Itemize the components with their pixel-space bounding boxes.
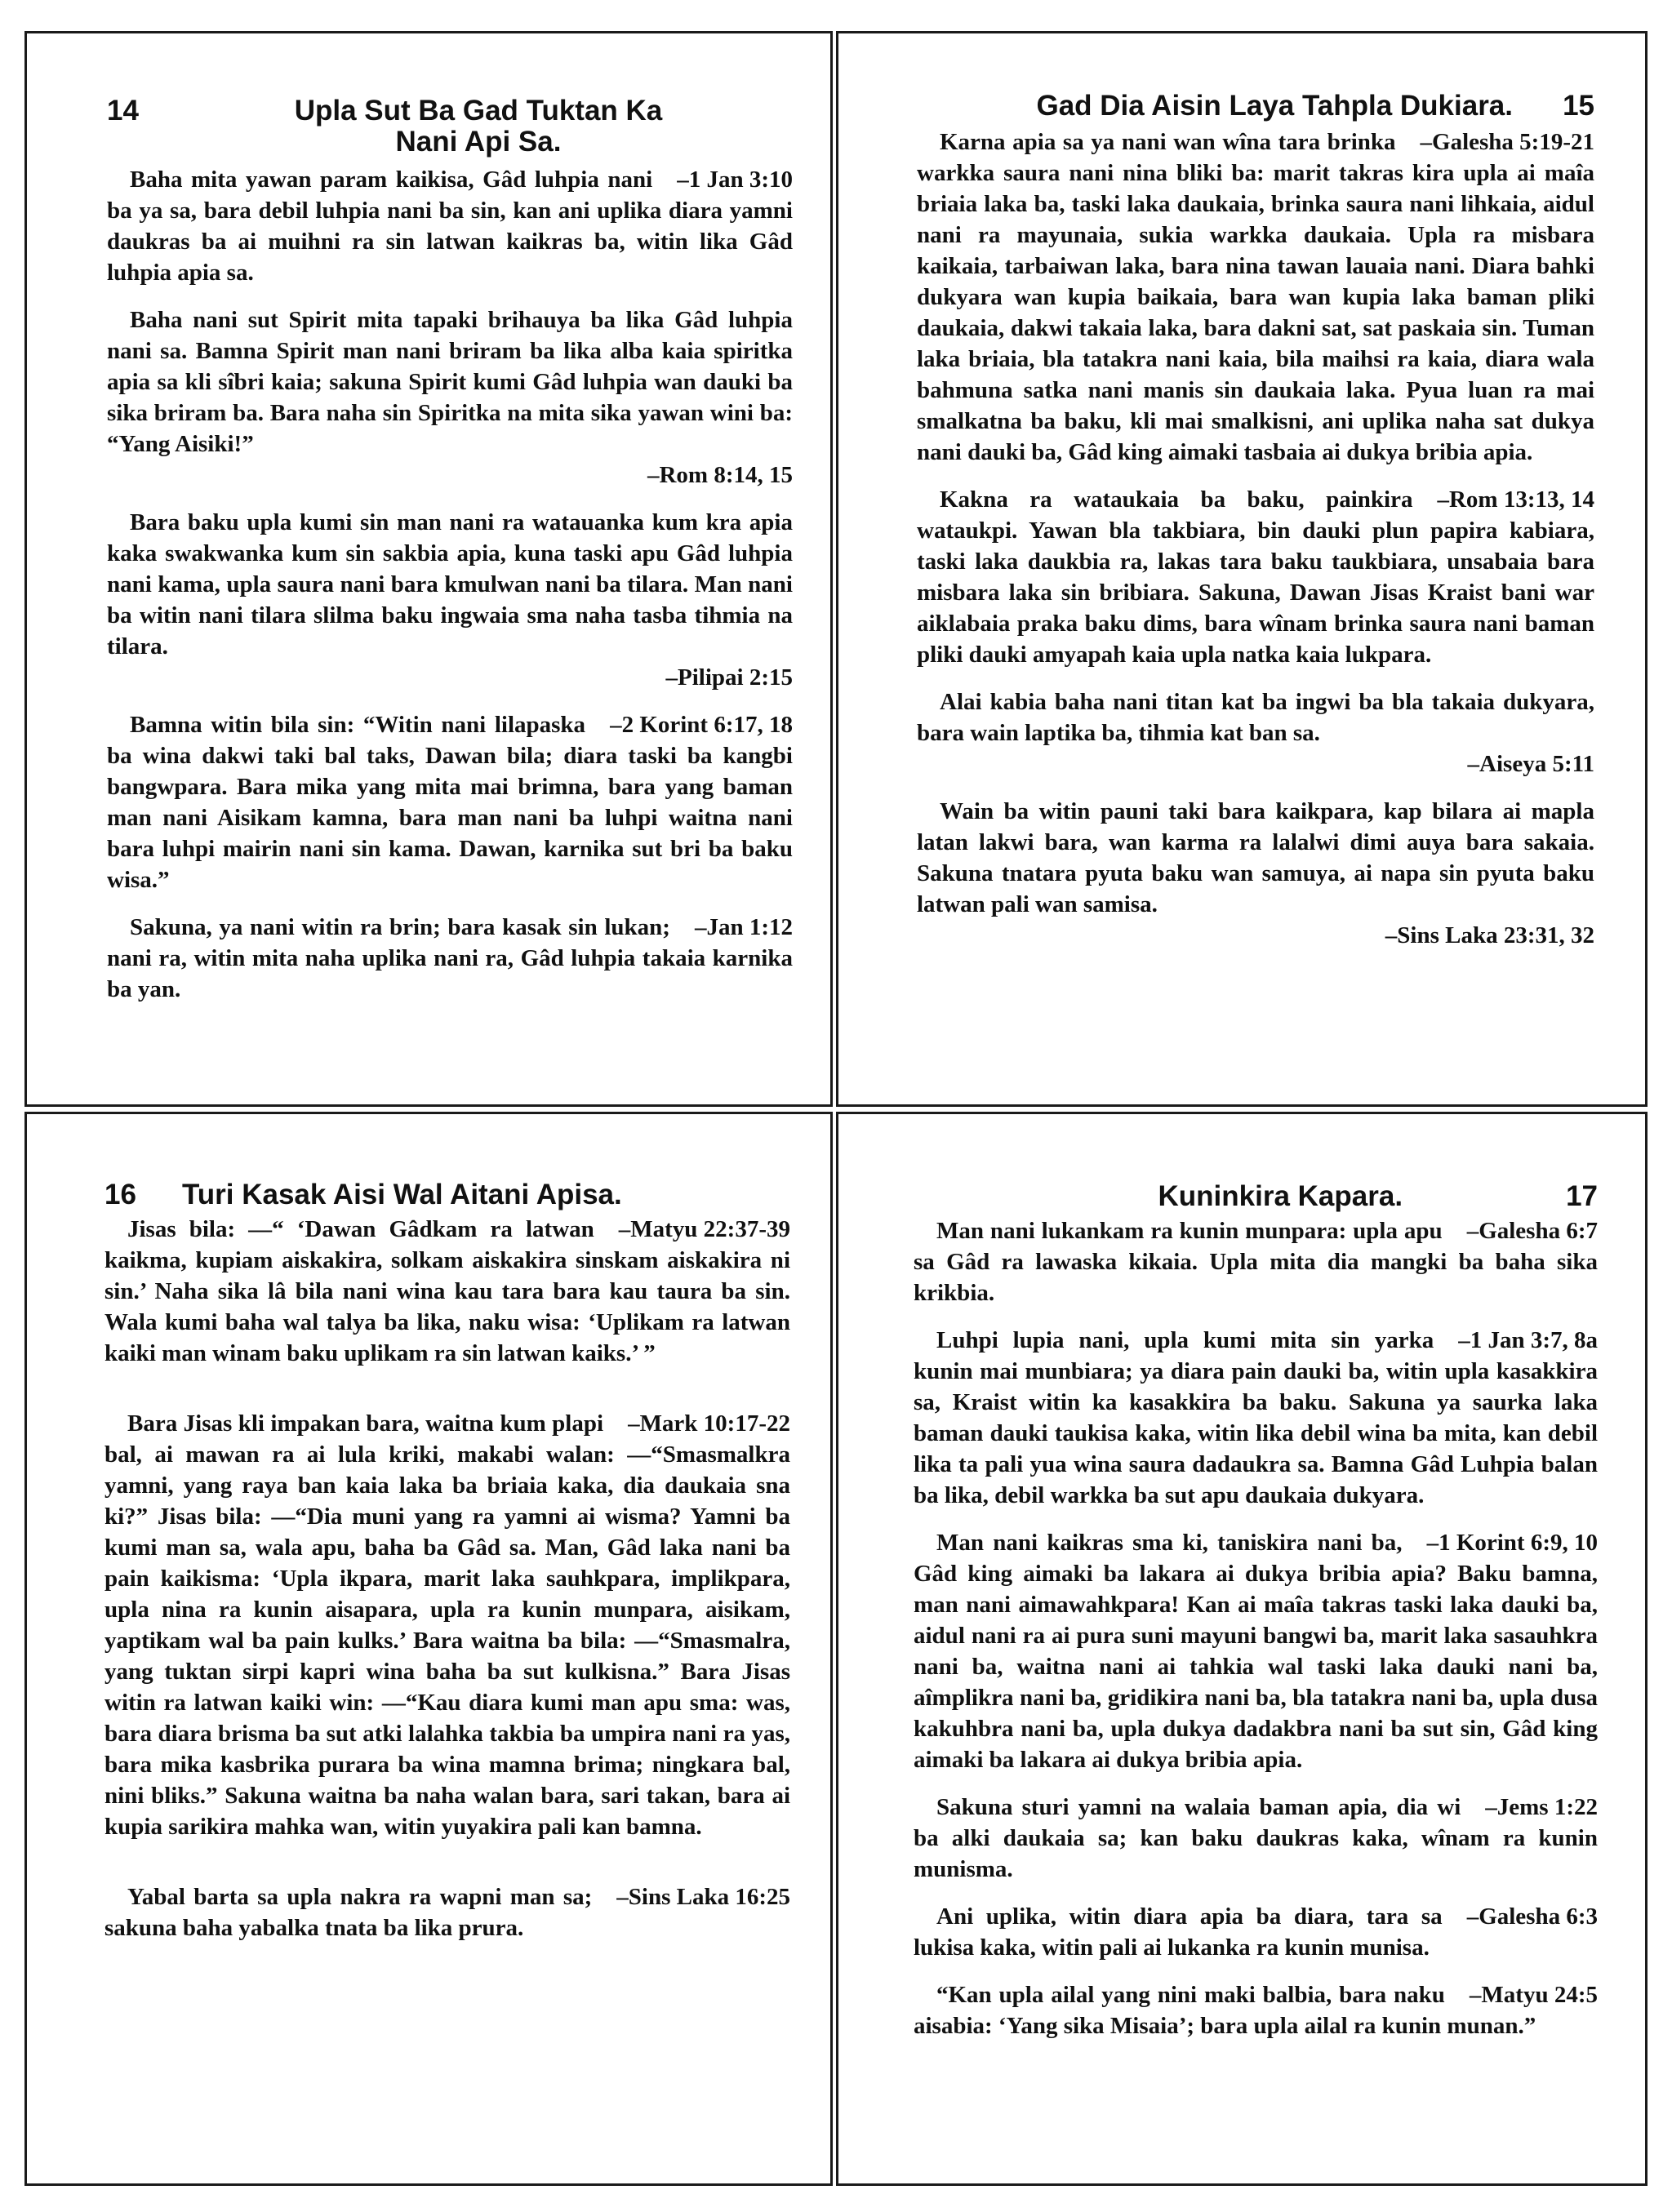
- verse-text: Baha mita yawan param kaikisa, Gâd luhpia nani ba ya sa, bara debil luhpia nani ba sin, kan ani uplika diara yamni daukras ba ai muihni ra sin latwan kaikras ba, witin lika Gâd luhpia apia sa.: [107, 167, 793, 286]
- verse-reference: –Mark 10:17-22: [628, 1410, 790, 1437]
- verse-paragraph: [107, 164, 793, 288]
- verse-reference: –Matyu 24:5: [1469, 1982, 1598, 2008]
- page-title: [238, 95, 793, 158]
- verse-paragraph: [914, 1215, 1598, 1308]
- page-number: 17: [1566, 1180, 1598, 1212]
- verse-reference: –Galesha 5:19-21: [1420, 129, 1594, 155]
- verse-reference: –Matyu 22:37-39: [618, 1216, 790, 1242]
- verse-paragraph: [914, 1325, 1598, 1511]
- verse-paragraph: [917, 796, 1594, 951]
- page-content: [914, 1181, 1598, 2058]
- page-content: [917, 91, 1594, 967]
- verse-text: Ani uplika, witin diara apia ba diara, tara sa lukisa kaka, witin pali ai lukanka ra kunin munisa.: [914, 1903, 1443, 1961]
- verse-text: Sakuna, ya nani witin ra brin; bara kasak sin lukan; nani ra, witin mita naha uplika nani ra, Gâd luhpia takaia karnika ba yan.: [107, 914, 793, 1002]
- page-number: 16: [104, 1179, 136, 1210]
- verse-text: Luhpi lupia nani, upla kumi mita sin yarka kunin mai munbiara; ya diara pain dauki ba, witin upla kasakkira sa, Kraist witin ka kasakkira ba baku. Sakuna ya saurka laka baman dauki taukisa kaka, witin lika debil wina ba mita, kan debil lika ta pali yua wina saura dadaukra sa. Bamna Gâd Luhpia balan ba lika, debil warkka ba sut apu daukaia dukyara.: [914, 1327, 1598, 1508]
- verse-text: Man nani lukankam ra kunin munpara: upla apu sa Gâd ra lawaska kikaia. Upla mita dia mangki ba baha sika krikbia.: [914, 1218, 1598, 1306]
- title-line-2: Nani Api Sa.: [395, 126, 562, 158]
- verse-text: Baha nani sut Spirit mita tapaki brihauya ba lika Gâd luhpia nani sa. Bamna Spirit man nani briram ba lika alba kaia spiritka apia sa kli sîbri kaia; sakuna Spirit kumi Gâd luhpia wan dauki ba sika briram ba. Bara naha sin Spiritka na mita sika yawan wini ba: “Yang Aisiki!”: [107, 307, 793, 457]
- verse-text: “Kan upla ailal yang nini maki balbia, bara naku aisabia: ‘Yang sika Misaia’; bara upla ailal ra kunin munan.”: [914, 1982, 1536, 2039]
- verse-paragraph: [104, 1214, 790, 1369]
- verse-text: Jisas bila: —“ ‘Dawan Gâdkam ra latwan kaikma, kupiam aiskakira, solkam aiskakira sinskam aiskakira ni sin.’ Naha sika lâ bila nani wina kau tara bara kau taura ba sin. Wala kumi baha wal talya ba lika, naku wisa: ‘Uplikam ra latwan kaiki man winam baku uplikam ra sin latwan kaiks.’ ”: [104, 1216, 790, 1366]
- page-header: [917, 91, 1594, 122]
- verse-reference: –Jan 1:12: [694, 914, 793, 940]
- verse-reference: –2 Korint 6:17, 18: [610, 712, 793, 738]
- verse-reference: –Pilipai 2:15: [665, 664, 793, 691]
- page-header: [914, 1181, 1598, 1212]
- verse-text: Bara baku upla kumi sin man nani ra watauanka kum kra apia kaka swakwanka kum sin sakbia apia, kuna taski apu Gâd luhpia nani kama, upla saura nani bara kmulwan nani ba tilara. Man nani ba witin nani tilara slilma baku ingwaia sma naha tasba tihmia na tilara.: [107, 509, 793, 660]
- page-panel-15: [836, 31, 1648, 1107]
- page-header: [104, 1179, 790, 1210]
- verse-reference: –1 Jan 3:10: [677, 167, 793, 193]
- verse-reference: –Rom 8:14, 15: [647, 462, 793, 488]
- verse-paragraph: [917, 127, 1594, 468]
- verse-reference: –Rom 13:13, 14: [1437, 486, 1594, 513]
- verse-reference: –Galesha 6:3: [1466, 1903, 1598, 1930]
- verse-paragraph: [107, 304, 793, 491]
- verse-paragraph: [917, 484, 1594, 670]
- page-header: [107, 95, 793, 158]
- verse-reference: –1 Jan 3:7, 8a: [1458, 1327, 1598, 1353]
- page-panel-16: [24, 1112, 833, 2186]
- verse-text: Bara Jisas kli impakan bara, waitna kum plapi bal, ai mawan ra ai lula kriki, makabi walan: —“Smasmalkra yamni, yang raya ban kaia laka ba briaia kaka, dia daukaia sna ki?” Jisas bila: —“Dia muni yang ra yamni ai wisma? Yamni ba kumi man sa, wala apu, baha ba Gâd sa. Man, Gâd laka nani ba pain kaikisma: ‘Upla ikpara, marit laka sauhkpara, implikpara, upla nina ra kunin aisapara, upla ra kunin munpara, aisikam, yaptikam wal ba pain kulks.’ Bara waitna ba bila: —“Smasmalra, yang tuktan sirpi kapri wina baha ba sut kulkisna.” Bara Jisas witin ra latwan kaiki win: —“Kau diara kumi man apu sma: was, bara diara brisma ba sut atki lalahka takbia ba umpira nani ra yas, bara mika kasbrika purara ba wina mamna brima; ningkara bal, nini bliks.” Sakuna waitna ba naha walan bara, sari takan, bara ai kupia sarikira mahka wan, witin yuyakira pali kan bamna.: [104, 1410, 790, 1840]
- verse-reference: –1 Korint 6:9, 10: [1426, 1530, 1598, 1556]
- page-number: 14: [107, 95, 139, 127]
- verse-reference: –Jems 1:22: [1485, 1794, 1598, 1820]
- verse-text: Sakuna sturi yamni na walaia baman apia, dia wi ba alki daukaia sa; kan baku daukras kaka, wînam ra kunin munisma.: [914, 1794, 1598, 1882]
- verse-text: Man nani kaikras sma ki, taniskira nani ba, Gâd king aimaki ba lakara ai dukya bribia apia? Baku bamna, man nani aimawahkpara! Kan ai maîa takras taski laka dauki ba, aidul nani ra ai pura suni mayuni bangwi ba, marit laka sasauhkra nani ba, waitna nani ai tahkia wal taski laka dauki nani ba, aîmplikra nani ba, gridikira nani ba, bla tatakra nani ba, upla dusa kakuhbra nani ba, upla dukya dadakbra nani ba sut sin, Gâd king aimaki ba lakara ai dukya bribia apia.: [914, 1530, 1598, 1773]
- page-title: Turi Kasak Aisi Wal Aitani Apisa.: [182, 1179, 622, 1210]
- verse-paragraph: [107, 507, 793, 693]
- verse-reference: –Galesha 6:7: [1466, 1218, 1598, 1244]
- verse-paragraph: [914, 1527, 1598, 1775]
- verse-text: Kakna ra wataukaia ba baku, painkira wataukpi. Yawan bla takbiara, bin dauki plun papira kabiara, taski laka daukbia ra, lakas tara baku taukbiara, unsabaia bara misbara laka sin bribiara. Sakuna, Dawan Jisas Kraist bani war aiklabaia praka baku dims, bara wînam brinka saura nani baman pliki dauki amyapah kaia upla natka kaia lukpara.: [917, 486, 1594, 668]
- page-panel-17: [836, 1112, 1648, 2186]
- page-content: [107, 95, 793, 1021]
- verse-reference: –Sins Laka 23:31, 32: [1385, 922, 1594, 948]
- page-panel-14: [24, 31, 833, 1107]
- page-number: 15: [1563, 90, 1594, 122]
- page-title: Kuninkira Kapara.: [1158, 1180, 1403, 1212]
- verse-paragraph: [107, 912, 793, 1005]
- title-line-1: Upla Sut Ba Gad Tuktan Ka: [294, 95, 663, 127]
- verse-text: Yabal barta sa upla nakra ra wapni man sa; sakuna baha yabalka tnata ba lika prura.: [104, 1884, 593, 1941]
- verse-reference: –Aiseya 5:11: [1467, 751, 1594, 777]
- verse-paragraph: [914, 1979, 1598, 2041]
- verse-reference: –Sins Laka 16:25: [616, 1884, 790, 1910]
- verse-text: Alai kabia baha nani titan kat ba ingwi ba bla takaia dukyara, bara wain laptika ba, tihmia kat ban sa.: [917, 689, 1594, 746]
- verse-paragraph: [914, 1901, 1598, 1963]
- verse-paragraph: [104, 1408, 790, 1842]
- page-content: [104, 1179, 790, 1960]
- verse-paragraph: [914, 1792, 1598, 1885]
- verse-paragraph: [107, 709, 793, 895]
- verse-paragraph: [917, 686, 1594, 780]
- verse-text: Karna apia sa ya nani wan wîna tara brinka warkka saura nani nina bliki ba: marit takras kira upla ai maîa briaia laka ba, taski laka daukaia, brinka saura nani lihkaia, aidul nani ra mayunaia, sukia warkka daukaia. Upla ra misbara kaikaia, tarbaiwan laka, bara nina tawan lauaia nani. Diara bahki dukyara wan kupia baikaia, bara wan kupia laka baman pliki daukaia, dakwi takaia laka, bara dakni sat, sat paskaia sin. Tuman laka briaia, bla tatakra nani kaia, bila maihsi ra kaia, diara wala bahmuna satka nani manis sin daukaia laka. Pyua luan ra mai smalkatna ba baku, kli mai smalkisni, ani uplika naha sat dukya nani dauki ba, Gâd king aimaki tasbaia ai dukya bribia apia.: [917, 129, 1594, 465]
- verse-text: Wain ba witin pauni taki bara kaikpara, kap bilara ai mapla latan lakwi bara, wan karma ra lalalwi dimi auya bara sakaia. Sakuna tnatara pyuta baku wan samuya, ai napa sin pyuta baku latwan pali wan samisa.: [917, 798, 1594, 917]
- verse-paragraph: [104, 1881, 790, 1943]
- page-title: Gad Dia Aisin Laya Tahpla Dukiara.: [1036, 90, 1513, 122]
- verse-text: Bamna witin bila sin: “Witin nani lilapaska ba wina dakwi taki bal taks, Dawan bila; diara taski ba kangbi bangwpara. Bara mika yang mita mai brimna, bara yang baman man nani Aisikam kamna, bara man nani ba luhpi waitna nani bara luhpi mairin nani sin kama. Dawan, karnika sut bri ba baku wisa.”: [107, 712, 793, 893]
